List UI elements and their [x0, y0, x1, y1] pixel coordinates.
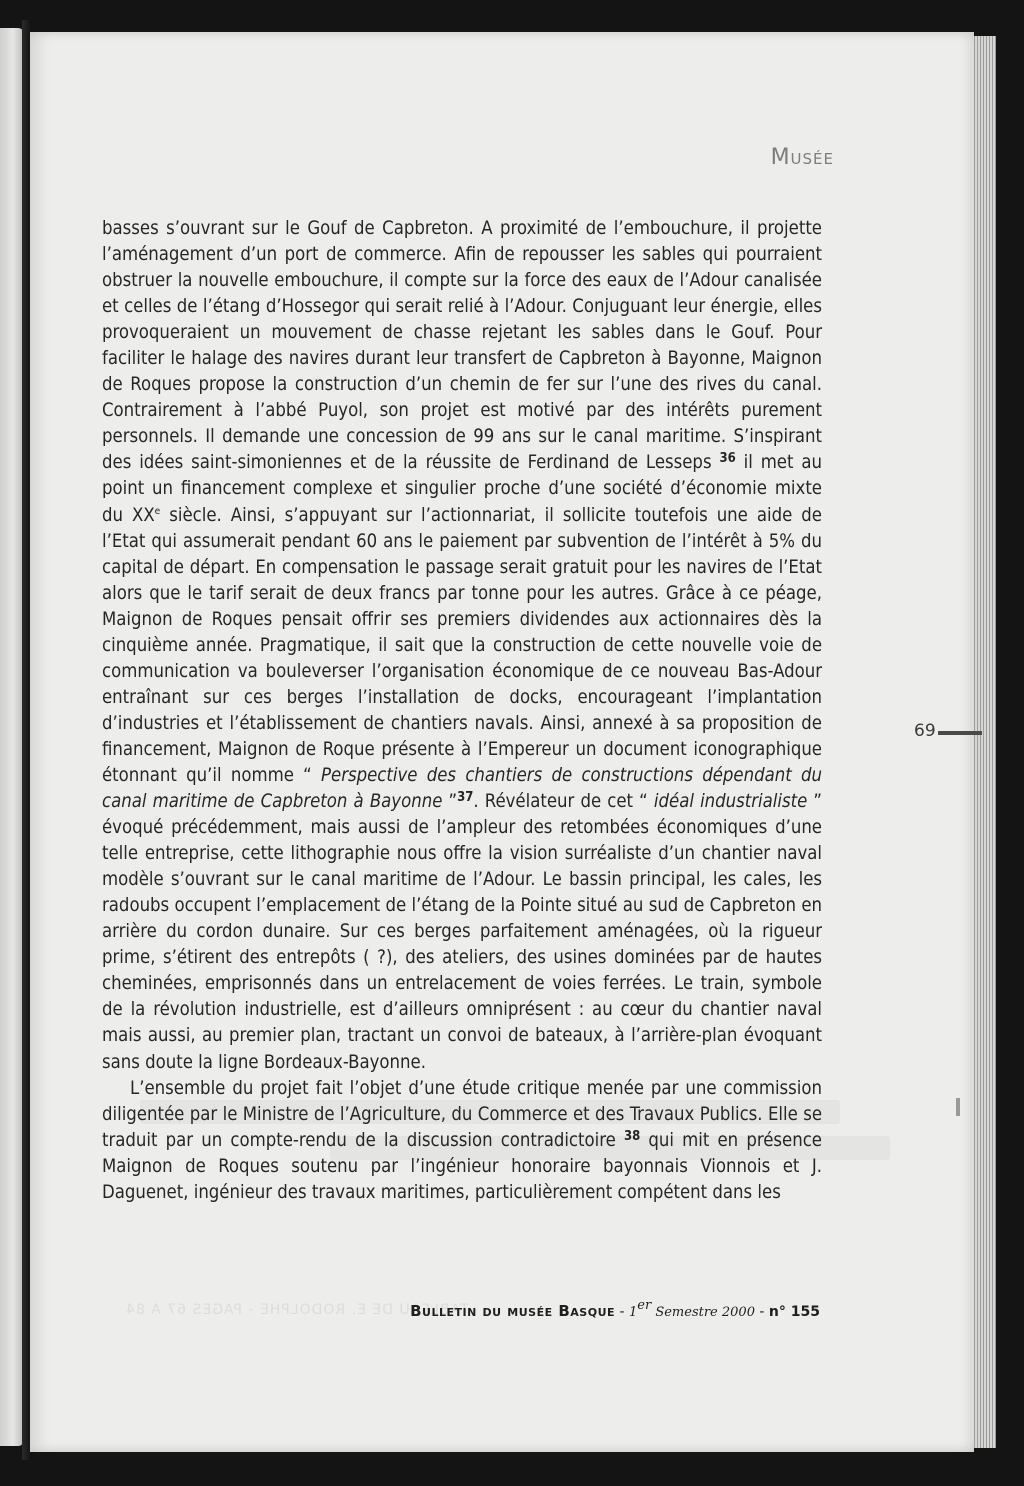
- semester-number: 1: [628, 1305, 638, 1320]
- semester-ordinal: er: [637, 1298, 652, 1313]
- facing-page-edge: [0, 28, 24, 1446]
- footer-separator: -: [615, 1304, 629, 1320]
- article-body: [102, 216, 822, 1206]
- text-run: . Révélateur de cet “: [473, 791, 654, 813]
- page-number: 69: [914, 721, 936, 741]
- footnote-ref[interactable]: 36: [719, 451, 736, 467]
- paragraph: [102, 1076, 822, 1206]
- journal-title: Bulletin du musée Basque: [410, 1302, 616, 1320]
- text-run: ” évoqué précédemment, mais aussi de l’ampleur des retombées économiques d’une telle entreprise, cette lithographie nous offre la vision surréaliste d’un chantier naval modèle s’ouvrant sur le canal maritime de l’Adour. Le bassin principal, les cales, les radoubs occupent l’emplacement de l’étang de la Pointe situé au sud de Capbreton en arrière du cordon dunaire. Sur ces berges parfaitement aménagées, où la rigueur prime, s’étirent des entrepôts ( ?), des ateliers, des usines dominées par de hautes cheminées, emprisonnés dans un entrelacement de voies ferrées. Le train, symbole de la révolution industrielle, est d’ailleurs omniprésent : au cœur du chantier naval mais aussi, au premier plan, tractant un convoi de bateaux, à l’arrière-plan évoquant sans doute la ligne Bordeaux-Bayonne.: [102, 791, 822, 1073]
- issue-number: n° 155: [768, 1304, 820, 1320]
- text-run: basses s’ouvrant sur le Gouf de Capbreton. A proximité de l’embouchure, il projette l’aménagement d’un port de commerce. Afin de repousser les sables qui pourraient obstruer la nouvelle embouchure, il compte sur la force des eaux de l’Adour canalisée et celles de l’étang d’Hossegor qui serait relié à l’Adour. Conjuguant leur énergie, elles provoqueraient un mouvement de chasse rejetant les sables dans le Gouf. Pour faciliter le halage des navires durant leur transfert de Capbreton à Bayonne, Maignon de Roques propose la construction d’un chemin de fer sur l’une des rives du canal. Contrairement à l’abbé Puyol, son projet est motivé par des intérêts purement personnels. Il demande une concession de 99 ans sur le canal maritime. S’inspirant des idées saint-simoniennes et de la réussite de Ferdinand de Lesseps: [102, 218, 822, 474]
- footer-separator: -: [754, 1304, 769, 1320]
- footnote-ref[interactable]: 38: [623, 1128, 641, 1144]
- text-run: L’ensemble du projet fait l’objet d’une étude critique menée par une commission diligentée par le Ministre de l’Agriculture, du Commerce et des Travaux Publics. Elle se traduit par un compte-rendu de la discussion contradictoire: [102, 1077, 822, 1151]
- superscript: e: [154, 505, 161, 517]
- footnote-ref[interactable]: 37: [457, 790, 474, 806]
- show-through-footer: TABLEAU DE E. RODOLPHE - PAGES 67 A 84: [125, 1302, 469, 1318]
- document-title-italic: Perspective des chantiers de constructions dépendant du canal maritime de Capbreton à Bayonne: [102, 764, 822, 813]
- text-run: ”: [442, 791, 458, 813]
- running-header-section: Musée: [770, 145, 834, 170]
- text-run: il met au point un financement complexe et singulier proche d’une société d’économie mixte du XX: [102, 452, 822, 526]
- page-footer: [410, 1298, 820, 1320]
- paragraph: [102, 216, 822, 1076]
- margin-mark: [956, 1098, 960, 1116]
- quoted-term-italic: idéal industrialiste: [653, 791, 808, 813]
- semester-label: Semestre 2000: [651, 1305, 755, 1320]
- text-run: qui mit en présence Maignon de Roques soutenu par l’ingénieur honoraire bayonnais Vionnois et J. Daguenet, ingénieur des travaux maritimes, particulièrement compétent dans les: [102, 1129, 822, 1203]
- page-number-tick: [938, 731, 982, 735]
- text-run: siècle. Ainsi, s’appuyant sur l’actionnariat, il sollicite toutefois une aide de l’Etat qui assumerait pendant 60 ans le paiement par subvention de l’intérêt à 5% du capital de départ. En compensation le passage serait gratuit pour les navires de l’Etat alors que le tarif serait de deux francs par tonne pour les autres. Grâce à ce péage, Maignon de Roques pensait offrir ses premiers dividendes aux actionnaires dès la cinquième année. Pragmatique, il sait que la construction de cette nouvelle voie de communication va bouleverser l’organisation économique de ce nouveau Bas-Adour entraînant sur ces berges l’installation de docks, encourageant l’implantation d’industries et l’établissement de chantiers navals. Ainsi, annexé à sa proposition de financement, Maignon de Roque présente à l’Empereur un document iconographique étonnant qu’il nomme “: [102, 504, 822, 786]
